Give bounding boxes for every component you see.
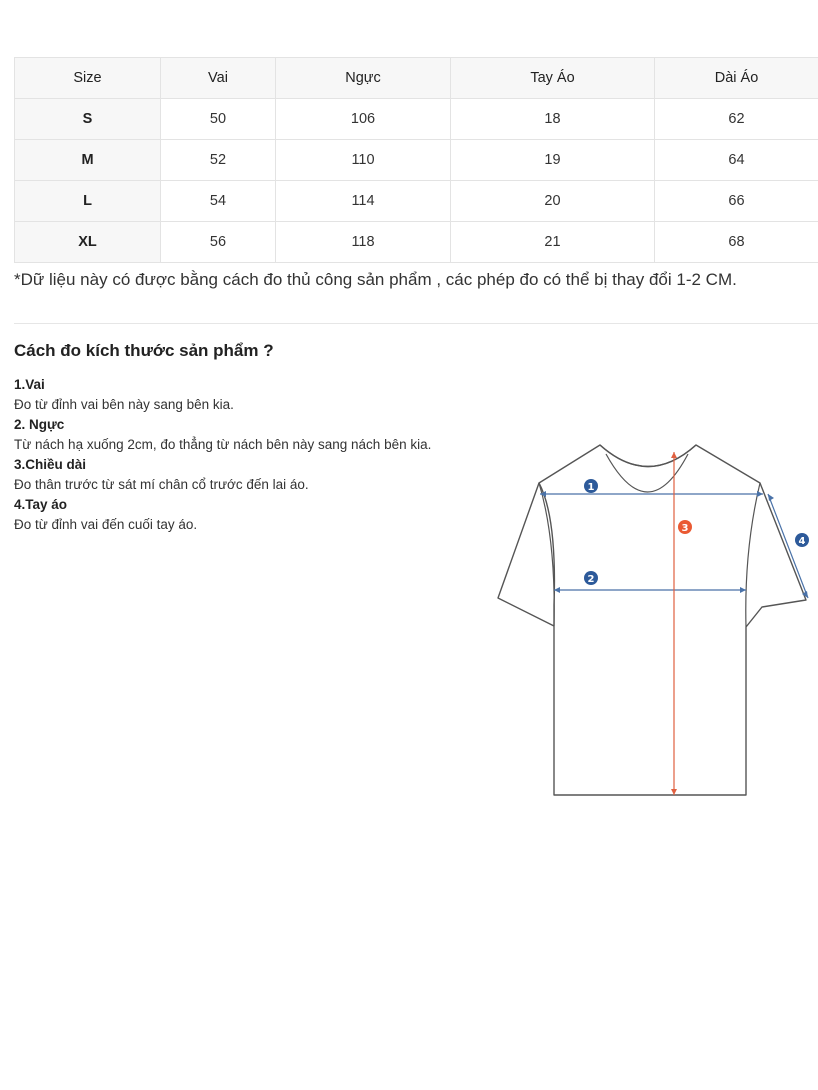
measurement-instructions <box>14 375 434 535</box>
marker-4-label: 4 <box>798 536 806 547</box>
step-desc-length: Đo thân trước từ sát mí chân cổ trước đến lai áo. <box>14 477 309 492</box>
measurement-note: *Dữ liệu này có được bằng cách đo thủ công sản phẩm , các phép đo có thể bị thay đổi 1-2 CM. <box>14 270 737 289</box>
table-row <box>15 99 818 140</box>
chest-cell: 118 <box>276 222 451 263</box>
shoulder-cell: 52 <box>161 140 276 181</box>
how-to-measure-title: Cách đo kích thước sản phẩm ? <box>14 341 274 360</box>
section-divider <box>14 323 818 324</box>
marker-2 <box>584 571 598 585</box>
step-desc-chest: Từ nách hạ xuống 2cm, đo thẳng từ nách bên này sang nách bên kia. <box>14 437 432 452</box>
marker-4 <box>795 533 809 547</box>
size-cell: M <box>15 140 161 181</box>
sleeve-cell: 18 <box>451 99 655 140</box>
size-cell: S <box>15 99 161 140</box>
table-row <box>15 181 818 222</box>
shoulder-cell: 56 <box>161 222 276 263</box>
marker-3 <box>678 520 692 534</box>
tshirt-outline <box>539 445 806 795</box>
step-desc-sleeve: Đo từ đỉnh vai đến cuối tay áo. <box>14 517 198 532</box>
column-header-length: Dài Áo <box>655 58 818 99</box>
chest-cell: 110 <box>276 140 451 181</box>
shoulder-cell: 50 <box>161 99 276 140</box>
marker-1 <box>584 479 598 493</box>
length-cell: 66 <box>655 181 818 222</box>
shoulder-cell: 54 <box>161 181 276 222</box>
sleeve-cell: 20 <box>451 181 655 222</box>
table-row <box>15 140 818 181</box>
column-header-shoulder: Vai <box>161 58 276 99</box>
step-title-length: 3.Chiều dài <box>14 457 87 472</box>
size-chart-table <box>14 57 818 263</box>
size-cell: XL <box>15 222 161 263</box>
left-sleeve-outline <box>498 483 554 626</box>
column-header-sleeve: Tay Áo <box>451 58 655 99</box>
step-title-chest: 2. Ngực <box>14 417 65 432</box>
step-desc-shoulder: Đo từ đỉnh vai bên này sang bên kia. <box>14 397 234 412</box>
marker-1-label: 1 <box>587 482 595 493</box>
chest-cell: 114 <box>276 181 451 222</box>
column-header-chest: Ngực <box>276 58 451 99</box>
marker-2-label: 2 <box>587 574 595 585</box>
step-title-shoulder: 1.Vai <box>14 377 45 392</box>
step-title-sleeve: 4.Tay áo <box>14 497 68 512</box>
sleeve-arrow-top <box>768 494 774 501</box>
length-cell: 62 <box>655 99 818 140</box>
length-cell: 64 <box>655 140 818 181</box>
size-cell: L <box>15 181 161 222</box>
chest-cell: 106 <box>276 99 451 140</box>
marker-3-label: 3 <box>681 523 689 534</box>
table-row <box>15 222 818 263</box>
table-header-row <box>15 58 818 99</box>
column-header-size: Size <box>15 58 161 99</box>
tshirt-measurement-diagram <box>492 440 818 802</box>
sleeve-cell: 19 <box>451 140 655 181</box>
sleeve-cell: 21 <box>451 222 655 263</box>
length-arrow-top <box>671 452 677 458</box>
length-cell: 68 <box>655 222 818 263</box>
